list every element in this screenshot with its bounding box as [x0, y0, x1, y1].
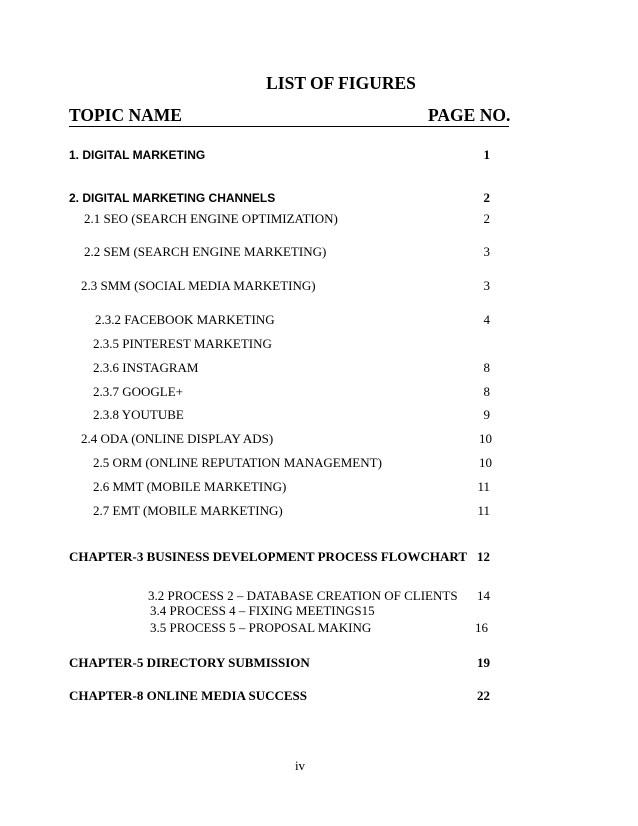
- page-no-header: PAGE NO.: [428, 105, 511, 125]
- entry-process-5: 3.5 PROCESS 5 – PROPOSAL MAKING: [150, 620, 372, 635]
- entry-page-number: 4: [483, 312, 490, 327]
- entry-page-number: 11: [477, 479, 490, 494]
- entry-digital-marketing-channels: 2. DIGITAL MARKETING CHANNELS: [69, 191, 276, 205]
- entry-sem: 2.2 SEM (SEARCH ENGINE MARKETING): [84, 244, 327, 259]
- entry-chapter-8: CHAPTER-8 ONLINE MEDIA SUCCESS: [69, 688, 308, 703]
- entry-pinterest-marketing: 2.3.5 PINTEREST MARKETING: [93, 336, 272, 351]
- entry-page-number: 9: [483, 407, 490, 422]
- entry-oda: 2.4 ODA (ONLINE DISPLAY ADS): [81, 431, 274, 446]
- entry-page-number: 19: [477, 655, 490, 670]
- entry-page-number: 8: [483, 360, 490, 375]
- page-title: LIST OF FIGURES: [266, 73, 416, 93]
- entry-youtube: 2.3.8 YOUTUBE: [93, 407, 184, 422]
- page-number-footer: iv: [294, 758, 306, 773]
- entry-instagram: 2.3.6 INSTAGRAM: [93, 360, 199, 375]
- entry-chapter-3: CHAPTER-3 BUSINESS DEVELOPMENT PROCESS FLOWCHART: [69, 549, 468, 564]
- entry-google-plus: 2.3.7 GOOGLE+: [93, 384, 184, 399]
- entry-chapter-5: CHAPTER-5 DIRECTORY SUBMISSION: [69, 655, 310, 670]
- entry-process-2: 3.2 PROCESS 2 – DATABASE CREATION OF CLIENTS: [148, 588, 458, 603]
- header-underline: [69, 126, 509, 127]
- entry-page-number: 3: [483, 244, 490, 259]
- entry-page-number: 3: [483, 278, 490, 293]
- entry-digital-marketing: 1. DIGITAL MARKETING: [69, 148, 206, 162]
- entry-page-number: 14: [477, 588, 490, 603]
- entry-smm: 2.3 SMM (SOCIAL MEDIA MARKETING): [81, 278, 316, 293]
- entry-facebook-marketing: 2.3.2 FACEBOOK MARKETING: [95, 312, 275, 327]
- entry-page-number: 2: [483, 190, 490, 205]
- entry-page-number: 8: [483, 384, 490, 399]
- topic-name-header: TOPIC NAME: [69, 105, 182, 125]
- entry-page-number: 10: [479, 455, 492, 470]
- entry-page-number: 16: [475, 620, 488, 635]
- entry-page-number: 22: [477, 688, 490, 703]
- entry-page-number: 12: [477, 549, 490, 564]
- entry-mmt: 2.6 MMT (MOBILE MARKETING): [93, 479, 287, 494]
- entry-page-number: 10: [479, 431, 492, 446]
- entry-seo: 2.1 SEO (SEARCH ENGINE OPTIMIZATION): [84, 211, 338, 226]
- entry-page-number: 1: [483, 147, 490, 162]
- entry-process-4: 3.4 PROCESS 4 – FIXING MEETINGS15: [150, 603, 375, 618]
- entry-orm: 2.5 ORM (ONLINE REPUTATION MANAGEMENT): [93, 455, 382, 470]
- entry-page-number: 2: [483, 211, 490, 226]
- entry-page-number: 11: [477, 503, 490, 518]
- entry-emt: 2.7 EMT (MOBILE MARKETING): [93, 503, 283, 518]
